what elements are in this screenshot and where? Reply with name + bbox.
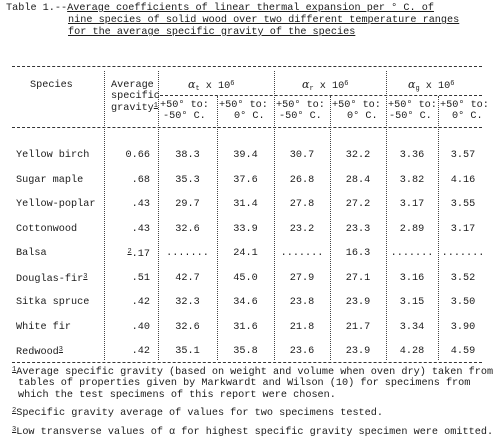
gravity-header-line-1: Average (111, 80, 154, 91)
coefficient-cell: 35.1 (175, 346, 200, 357)
coefficient-cell: 37.6 (233, 175, 258, 186)
coefficient-cell: 33.9 (233, 224, 258, 235)
coefficient-cell: 34.6 (233, 297, 258, 308)
coefficient-cell: 30.7 (289, 150, 315, 161)
species-label: Sitka spruce (16, 297, 90, 308)
species-name (16, 347, 63, 358)
coefficient-cell: 3.52 (450, 273, 476, 284)
coefficient-cell: 23.3 (345, 224, 371, 235)
specific-gravity-value: .43 (131, 224, 150, 235)
coefficient-cell: 21.8 (289, 322, 315, 333)
coefficient-cell: 23.9 (345, 346, 371, 357)
coefficient-cell: 32.6 (175, 224, 200, 235)
species-label: Douglas-fir (16, 274, 84, 285)
coefficient-cell: 4.59 (450, 346, 476, 357)
coefficient-cell: 23.9 (345, 297, 371, 308)
coefficient-cell: 35.8 (233, 346, 258, 357)
alpha-r-multiplier: x 10 (319, 81, 345, 92)
coefficient-cell: 3.36 (399, 150, 425, 161)
coefficient-cell: 3.34 (399, 322, 425, 333)
species-footnote-ref: 3 (83, 273, 88, 281)
alpha-g-symbol: α (408, 78, 416, 91)
specific-gravity-cell (106, 347, 150, 357)
alpha-t-multiplier: x 10 (205, 81, 231, 92)
alpha-t-header (188, 79, 234, 93)
range-2-col-3-line-1: +50° to: (440, 100, 489, 111)
alpha-g-subscript: g (415, 85, 420, 93)
specific-gravity-value: .17 (131, 249, 150, 260)
specific-gravity-cell (106, 323, 150, 333)
coefficient-cell: 23.8 (289, 297, 315, 308)
species-label: Cottonwood (16, 224, 78, 235)
specific-gravity-value: .42 (131, 297, 150, 308)
coefficient-cell: 3.17 (399, 199, 425, 210)
range-2-col-1-line-1: +50° to: (219, 100, 268, 111)
specific-gravity-value: .42 (131, 346, 150, 357)
specific-gravity-value: .51 (131, 273, 150, 284)
alpha-g-header (408, 79, 454, 93)
top-rule (12, 66, 482, 67)
coefficient-cell: 38.3 (175, 150, 200, 161)
coefficient-cell: 3.55 (450, 199, 476, 210)
range-1-col-2-line-1: +50° to: (276, 100, 325, 111)
species-name (16, 176, 83, 186)
footnote-3 (12, 427, 493, 438)
species-label: Sugar maple (16, 175, 84, 186)
alpha-r-header (302, 79, 348, 93)
alpha-t-exponent: 6 (230, 80, 235, 88)
species-name (16, 225, 77, 235)
coefficient-cell: 31.6 (233, 322, 258, 333)
table-title-line-2: nine species of solid wood over two different temperature ranges (68, 15, 460, 26)
footnote-3-mark: 3 (12, 426, 17, 434)
separator-4 (274, 71, 275, 360)
species-name (16, 323, 71, 333)
range-1-col-1-line-1: +50° to: (160, 100, 209, 111)
alpha-t-symbol: α (188, 78, 196, 91)
alpha-g-multiplier: x 10 (425, 81, 451, 92)
header-rule (12, 127, 482, 128)
species-name (16, 274, 87, 285)
coefficient-cell: 23.2 (289, 224, 315, 235)
specific-gravity-cell (106, 298, 150, 308)
gravity-footnote-ref: 2 (127, 248, 132, 256)
species-name (16, 151, 89, 161)
alpha-g-exponent: 6 (450, 80, 455, 88)
separator-3 (217, 96, 218, 360)
range-1-col-3-line-2: -50° C. (389, 111, 432, 122)
gravity-header-text: gravity (111, 103, 154, 114)
separator-5 (330, 96, 331, 360)
coefficient-cell: 3.50 (450, 297, 476, 308)
range-2-col-2-line-2: 0° C. (347, 111, 378, 122)
coefficient-cell: 35.3 (175, 175, 200, 186)
coefficient-cell: 3.15 (399, 297, 425, 308)
coefficient-cell: 2.89 (399, 224, 425, 235)
footnote-2 (12, 408, 383, 419)
coefficient-cell: 27.9 (289, 273, 315, 284)
specific-gravity-cell (106, 274, 150, 284)
range-1-col-3-line-1: +50° to: (388, 100, 437, 111)
coefficient-cell: 3.57 (450, 150, 476, 161)
coefficient-cell: 3.17 (450, 224, 476, 235)
gravity-footnote-ref: 1 (153, 102, 158, 110)
table-caption-line-1 (6, 4, 434, 14)
separator-2 (158, 71, 159, 360)
coefficient-cell: 3.90 (450, 322, 476, 333)
coefficient-cell: ....... (280, 248, 324, 259)
species-label: Balsa (16, 248, 47, 259)
footnote-1-line-1 (12, 367, 493, 378)
table-title-line-1: Average coefficients of linear thermal expansion per ° C. of (67, 3, 434, 14)
footnote-3-text: Low transverse values of α for highest specific gravity specimen were omitted. (16, 427, 494, 438)
coefficient-cell: 31.4 (233, 199, 258, 210)
alpha-r-symbol: α (302, 78, 310, 91)
coefficient-cell: 27.2 (345, 199, 371, 210)
coefficient-cell: 4.28 (399, 346, 425, 357)
coefficient-cell: 16.3 (345, 248, 371, 259)
range-2-col-3-line-2: 0° C. (452, 111, 483, 122)
range-1-col-1-line-2: -50° C. (163, 111, 206, 122)
footnote-1-line-3: which the test specimens of this report were chosen. (18, 390, 336, 401)
coefficient-cell: 24.1 (233, 248, 258, 259)
separator-1 (104, 71, 105, 360)
coefficient-cell: 27.1 (345, 273, 371, 284)
species-label: Yellow birch (16, 150, 90, 161)
bottom-rule (12, 362, 482, 363)
species-footnote-ref: 3 (58, 346, 63, 354)
coefficient-cell: 45.0 (233, 273, 258, 284)
specific-gravity-cell (106, 225, 150, 235)
range-1-col-2-line-2: -50° C. (279, 111, 322, 122)
species-name (16, 200, 95, 210)
range-2-col-2-line-1: +50° to: (332, 100, 381, 111)
coefficient-cell: 27.8 (289, 199, 315, 210)
coefficient-cell: 39.4 (233, 150, 258, 161)
coefficient-cell: 3.82 (399, 175, 425, 186)
footnote-1-line-2: tables of properties given by Markwardt and Wilson (10) for specimens from (18, 378, 471, 389)
specific-gravity-value: 0.66 (125, 150, 150, 161)
gravity-header-line-2: specific (111, 91, 160, 102)
footnote-1-text-1: Average specific gravity (based on weight and volume when oven dry) taken from (16, 367, 494, 378)
specific-gravity-cell (106, 200, 150, 210)
footnote-1-mark: 1 (12, 366, 17, 374)
species-label: Redwood (16, 347, 59, 358)
specific-gravity-value: .40 (131, 322, 150, 333)
alpha-t-subscript: t (195, 85, 200, 93)
coefficient-cell: 32.3 (175, 297, 200, 308)
group-rule (160, 95, 482, 96)
table-title-line-3: for the average specific gravity of the species (68, 27, 356, 38)
coefficient-cell: 32.2 (345, 150, 371, 161)
footnote-2-text: Specific gravity average of values for two specimens tested. (16, 408, 384, 419)
alpha-r-subscript: r (309, 85, 314, 93)
coefficient-cell: 32.6 (175, 322, 200, 333)
coefficient-cell: ....... (166, 248, 209, 259)
coefficient-cell: ....... (441, 248, 485, 259)
species-label: Yellow-poplar (16, 199, 96, 210)
coefficient-cell: 26.8 (289, 175, 315, 186)
alpha-r-exponent: 6 (344, 80, 349, 88)
coefficient-cell: 23.6 (289, 346, 315, 357)
species-name (16, 249, 47, 259)
specific-gravity-cell (106, 151, 150, 161)
table-number: Table 1.-- (6, 3, 68, 14)
range-2-col-1-line-2: 0° C. (234, 111, 265, 122)
separator-6 (386, 71, 387, 360)
specific-gravity-value: .43 (131, 199, 150, 210)
coefficient-cell: 21.7 (345, 322, 371, 333)
species-name (16, 298, 89, 308)
coefficient-cell: ....... (390, 248, 434, 259)
species-header: Species (30, 80, 73, 91)
footnote-2-mark: 2 (12, 407, 17, 415)
species-label: White fir (16, 322, 72, 333)
coefficient-cell: 3.16 (399, 273, 425, 284)
gravity-header-line-3 (111, 103, 158, 114)
coefficient-cell: 29.7 (175, 199, 200, 210)
specific-gravity-cell (106, 176, 150, 186)
coefficient-cell: 4.16 (450, 175, 476, 186)
coefficient-cell: 28.4 (345, 175, 371, 186)
specific-gravity-value: .68 (131, 175, 150, 186)
separator-7 (438, 96, 439, 360)
coefficient-cell: 42.7 (175, 273, 200, 284)
specific-gravity-cell (106, 249, 150, 260)
